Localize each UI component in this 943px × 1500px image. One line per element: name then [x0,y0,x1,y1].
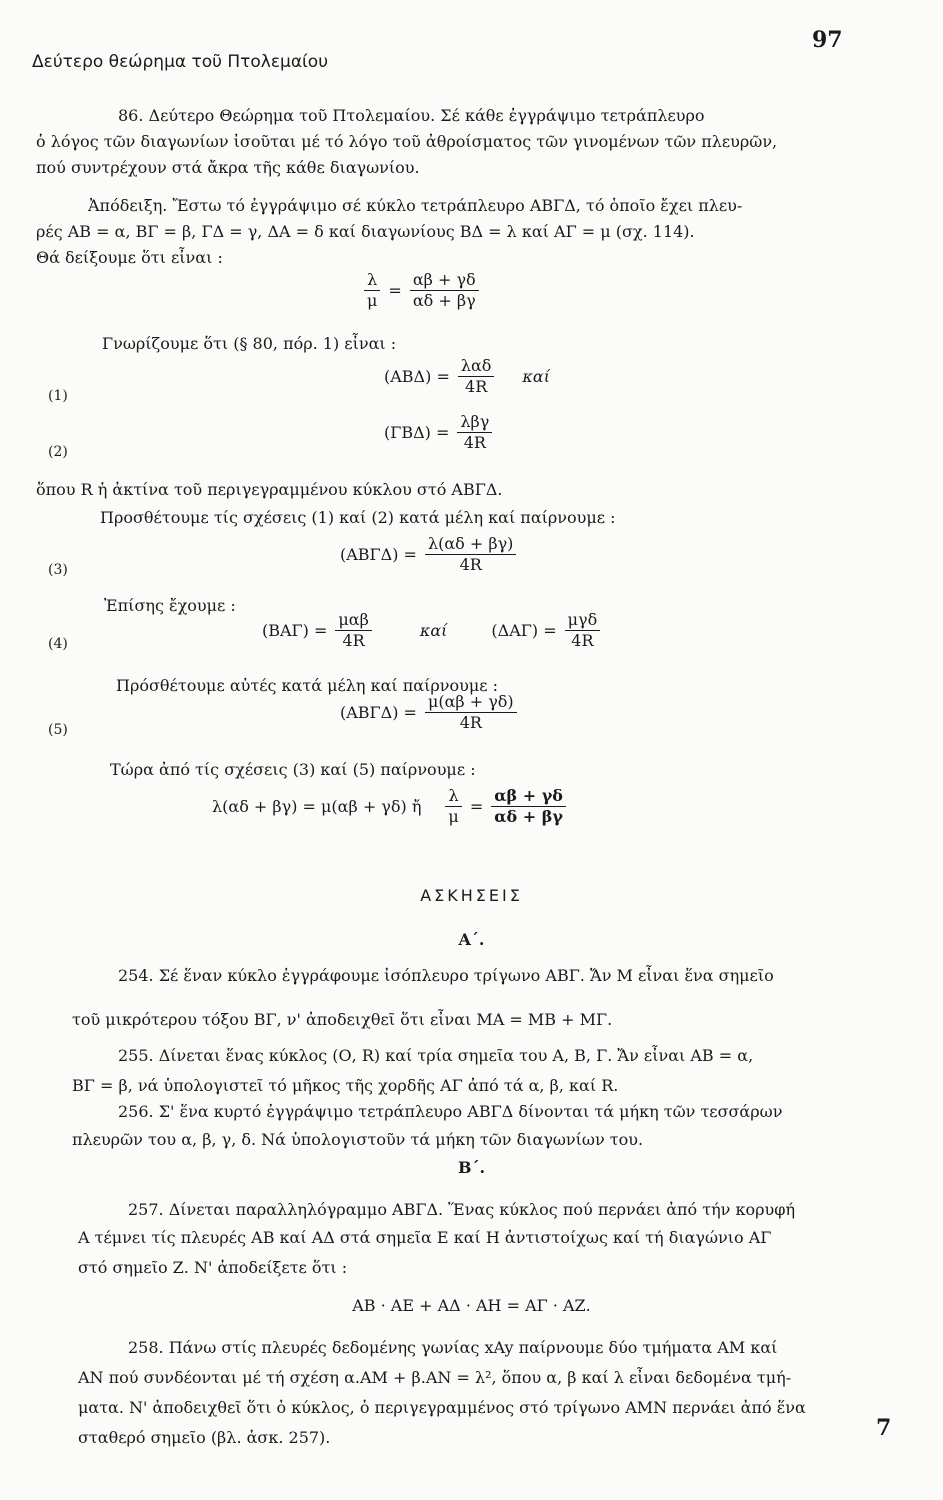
frac-den: 4R [565,630,601,651]
exercise-258-line4: σταθερό σημεῖο (βλ. ἀσκ. 257). [78,1428,331,1447]
proof-line-3: Θά δείξουμε ὅτι εἶναι : [36,248,223,267]
eq-right: (ΔΑΓ) = [491,621,557,640]
frac-den: 4R [425,554,516,575]
equation-5 [340,692,521,733]
exercise-257-equation: ΑΒ · ΑΕ + ΑΔ · ΑΗ = ΑΓ · ΑΖ. [352,1296,591,1315]
frac-den: μ [445,806,461,827]
frac-num: αβ + γδ [412,270,476,289]
frac-num: μαβ [338,610,369,629]
frac-den: 4R [457,432,492,453]
proof-line: Ἀπόδειξη. Ἔστω τό ἐγγράψιμο σέ κύκλο τετράπλευρο ΑΒΓΔ, τό ὁποῖο ἔχει πλευ- [88,196,743,215]
eq-label: (2) [48,444,68,460]
frac-den: 4R [425,712,517,733]
frac-num: λβγ [460,412,490,431]
conj-and: καί [522,367,550,386]
equation-3 [340,534,520,575]
eq-label: (5) [48,722,68,738]
section-b-title: Β΄. [457,1158,486,1177]
where-line: ὅπου R ἡ ἀκτίνα τοῦ περιγεγραμμένου κύκλου στό ΑΒΓΔ. [36,480,503,499]
frac-num: λ(αδ + βγ) [427,534,514,553]
frac-den: αδ + βγ [410,290,479,311]
exercise-255-line2: ΒΓ = β, νά ὑπολογιστεῖ τό μῆκος τῆς χορδῆς ΑΓ ἀπό τά α, β, καί R. [72,1076,619,1095]
equation-ratio: $\frac{\lambda}{\mu}$ = $\frac{\alpha\beta + \gamma\delta}{\alpha\delta + \beta\gamma}$ [360,270,483,311]
frac-den: μ [364,290,380,311]
equation-1 [384,356,550,397]
eq-left: (ΑΒΓΔ) = [340,703,417,722]
theorem-statement: 86. Δεύτερο Θεώρημα τοῦ Πτολεμαίου. Σέ κάθε ἐγγράψιμο τετράπλευρο [118,106,705,125]
eq-label: (4) [48,636,68,652]
frac-den: 4R [458,376,495,397]
exercise-254-line2: τοῦ μικρότερου τόξου ΒΓ, ν' ἀποδειχθεῖ ὅτι εἶναι ΜΑ = ΜΒ + ΜΓ. [72,1010,613,1029]
exercise-256-line2: πλευρῶν του α, β, γ, δ. Νά ὑπολογιστοῦν τά μήκη τῶν διαγωνίων του. [72,1130,644,1149]
equation-2 [384,412,496,453]
eq-left: (ΒΑΓ) = [262,621,328,640]
frac-num: λ [448,786,459,805]
exercises-title: ΑΣΚΗΣΕΙΣ [420,886,523,905]
exercise-256: 256. Σ' ἕνα κυρτό ἐγγράψιμο τετράπλευρο ΑΒΓΔ δίνονται τά μήκη τῶν τεσσάρων [118,1102,783,1121]
known-line: Γνωρίζουμε ὅτι (§ 80, πόρ. 1) εἶναι : [102,334,397,353]
add-line-2: Πρόσθέτουμε αὐτές κατά μέλη καί παίρνουμε : [116,676,498,695]
exercise-257: 257. Δίνεται παραλληλόγραμμο ΑΒΓΔ. Ἕνας κύκλος πού περνάει ἀπό τήν κορυφή [128,1200,796,1219]
frac-den: 4R [335,630,371,651]
frac-num: μγδ [567,610,598,629]
exercise-258: 258. Πάνω στίς πλευρές δεδομένης γωνίας xAy παίρνουμε δύο τμήματα ΑΜ καί [128,1338,778,1357]
proof-line-2: ρές ΑΒ = α, ΒΓ = β, ΓΔ = γ, ΔΑ = δ καί διαγωνίους ΒΔ = λ καί ΑΓ = μ (σχ. 114). [36,222,695,241]
theorem-statement-2: ὁ λόγος τῶν διαγωνίων ἰσοῦται μέ τό λόγο τοῦ ἀθροίσματος τῶν γινομένων τῶν πλευρῶν, [36,132,778,151]
frac-num: αβ + γδ [494,786,563,805]
eq-left: (ΑΒΓΔ) = [340,545,417,564]
eq-left: (ΓΒΔ) = [384,423,450,442]
exercise-257-line3: στό σημεῖο Ζ. Ν' ἀποδείξετε ὅτι : [78,1258,348,1277]
page-number: 97 [812,27,843,53]
exercise-258-line3: ματα. Ν' ἀποδειχθεῖ ὅτι ὁ κύκλος, ὁ περιγεγραμμένος στό τρίγωνο ΑΜΝ περνάει ἀπό ἕνα [78,1398,806,1417]
theorem-statement-3: πού συντρέχουν στά ἄκρα τῆς κάθε διαγωνίου. [36,158,420,177]
frac-num: λαδ [460,356,492,375]
exercise-258-line2: ΑΝ πού συνδέονται μέ τή σχέση α.ΑΜ + β.ΑΝ = λ², ὅπου α, β καί λ εἶναι δεδομένα τμή- [78,1368,792,1387]
equation-final: λ(αδ + βγ) = μ(αβ + γδ) ἤ $\frac{\lambda}{\mu}$ = $\frac{\alpha\beta + \gamma\delta}{\alpha\delta + \beta\gamma}$ [212,786,570,827]
exercise-255: 255. Δίνεται ἕνας κύκλος (Ο, R) καί τρία σημεῖα του Α, Β, Γ. Ἄν εἶναι ΑΒ = α, [118,1046,754,1065]
exercise-254: 254. Σέ ἕναν κύκλο ἐγγράφουμε ἰσόπλευρο τρίγωνο ΑΒΓ. Ἄν Μ εἶναι ἕνα σημεῖο [118,966,774,985]
eq-left: λ(αδ + βγ) = μ(αβ + γδ) ἤ [212,797,422,816]
frac-num: μ(αβ + γδ) [427,692,514,711]
eq-left: (ΑΒΔ) = [384,367,450,386]
signature-mark: 7 [876,1415,892,1441]
exercise-257-line2: Α τέμνει τίς πλευρές ΑΒ καί ΑΔ στά σημεῖα Ε καί Η ἀντιστοίχως καί τή διαγώνιο ΑΓ [78,1228,772,1247]
section-a-title: Α΄. [458,930,485,949]
equation-4 [262,610,604,651]
conj-and: καί [419,621,448,640]
also-line: Ἐπίσης ἔχουμε : [104,596,236,615]
running-header: Δεύτερο θεώρημα τοῦ Πτολεμαίου [32,52,329,72]
eq-label: (3) [48,562,68,578]
frac-num: λ [367,270,378,289]
now-line: Τώρα ἀπό τίς σχέσεις (3) καί (5) παίρνουμε : [110,760,476,779]
eq-label: (1) [48,388,68,404]
add-line: Προσθέτουμε τίς σχέσεις (1) καί (2) κατά μέλη καί παίρνουμε : [100,508,616,527]
frac-den: αδ + βγ [491,806,566,827]
